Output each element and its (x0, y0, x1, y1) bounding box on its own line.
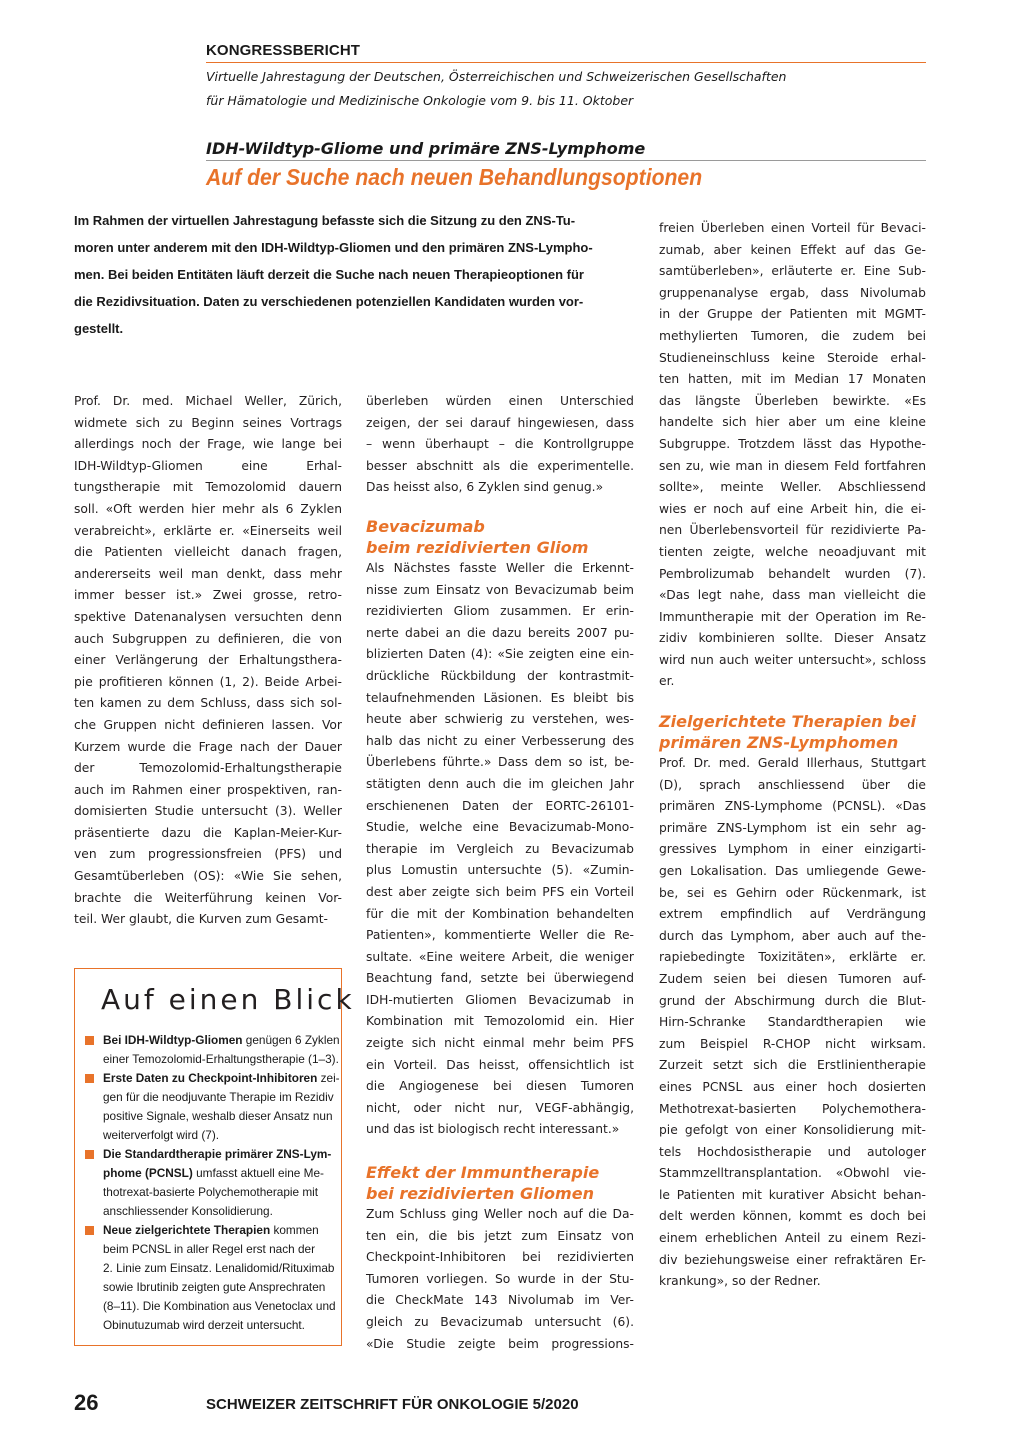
text-line: die Angiogenese bei diesen Tumoren (366, 1079, 634, 1094)
text-line: Als Nächstes fasste Weller die Erkennt- (366, 561, 634, 575)
text-line: teil. Wer glaubt, die Kurven zum Gesamt- (74, 912, 328, 927)
summary-item-line: 2. Linie zum Einsatz. Lenalidomid/Rituximab (103, 1261, 335, 1275)
bullet-square-icon (85, 1150, 94, 1159)
text-line: Studieneinschluss keine Steroide erhal- (659, 350, 926, 365)
text-line: gruppenanalyse ergab, dass Nivolumab (659, 285, 926, 300)
text-line: soll. «Oft werden hier mehr als 6 Zyklen (74, 501, 342, 516)
summary-box-title: Auf einen Blick (101, 983, 355, 1016)
text-line: che Gruppen nicht definieren lassen. Vor (74, 717, 342, 732)
lead-line: moren unter anderem mit den IDH-Wildtyp-Gliomen und den primären ZNS-Lympho- (74, 240, 593, 255)
summary-item-text: umfasst aktuell eine Me- (192, 1166, 324, 1180)
text-line: wies er noch auf eine Arbeit hin, die ei- (659, 501, 926, 516)
text-line: wird nun auch weiter untersucht», schloss (659, 652, 926, 667)
text-line: durch das Lymphom, aber auch auf the- (659, 928, 926, 943)
section-heading: primären ZNS-Lymphomen (659, 733, 899, 752)
section-bevacizumab (366, 516, 634, 1141)
text-line: be, sei es Gehirn oder Rückenmark, ist (659, 885, 926, 900)
body-column-3 (659, 218, 926, 693)
text-line: überleben würden einen Unterschied (366, 394, 634, 408)
text-line: zeigen, der sei darauf hingewiesen, dass (366, 415, 634, 430)
header-rule (206, 62, 926, 63)
summary-item-line (103, 1069, 340, 1088)
bullet-square-icon (85, 1226, 94, 1235)
text-line: die CheckMate 143 Nivolumab im Ver- (366, 1293, 634, 1308)
text-line: primäre ZNS-Lymphom ist ein sehr ag- (659, 820, 926, 835)
section-body (366, 1204, 634, 1355)
text-line: in der Gruppe der Patienten mit MGMT- (659, 307, 926, 322)
text-line: zidiv kombinieren sollte. Dieser Ansatz (659, 631, 926, 646)
text-line: handelte sich hier aber um eine kleine (659, 415, 926, 430)
text-line: Kombination mit Temozolomid ein. Hier (366, 1014, 634, 1029)
text-line: plus Lomustin untersuchte (5). «Zumin- (366, 863, 634, 878)
text-line: div beziehungsweise einer refraktären Er- (659, 1252, 926, 1267)
section-heading: Zielgerichtete Therapien bei (659, 712, 916, 731)
bullet-square-icon (85, 1074, 94, 1083)
summary-item-line (103, 1031, 340, 1050)
text-line: methylierten Tumoren, die zudem bei (659, 328, 926, 343)
section-zns-lymphome (659, 711, 926, 1293)
summary-item-line: weiterverfolgt wird (7). (103, 1128, 220, 1142)
text-line: Patienten», kommentierte Weller die Re- (366, 928, 634, 943)
article-kicker: IDH-Wildtyp-Gliome und primäre ZNS-Lymphome (206, 139, 646, 158)
text-line: ten ein, die bis jetzt zum Einsatz von (366, 1228, 634, 1243)
summary-item-text: kommen (270, 1223, 319, 1237)
text-line: domisierten Studie untersucht (3). Weller (74, 804, 342, 819)
text-line: Zum Schluss ging Weller noch auf die Da- (366, 1207, 634, 1221)
body-column-2-intro (366, 391, 634, 499)
text-line: die Patienten vielleicht danach fragen, (74, 545, 342, 560)
summary-item-line: anschliessender Konsolidierung. (103, 1204, 273, 1218)
section-heading: Bevacizumab (366, 517, 485, 536)
summary-item-line: gen für die neodjuvante Therapie im Rezidiv (103, 1090, 334, 1104)
text-line: Überlebens führte.» Dass dem so ist, be- (366, 755, 634, 770)
text-line: Prof. Dr. med. Michael Weller, Zürich, (74, 394, 342, 408)
text-line: heute aber schwierig zu verstehen, wes- (366, 712, 634, 727)
text-line: eines PCNSL aus einer hoch dosierten (659, 1079, 926, 1094)
text-line: IDH-mutierten Gliomen Bevacizumab in (366, 992, 634, 1007)
text-line: pie profitieren können (1, 2). Beide Arbei- (74, 674, 342, 689)
text-line: gleich zu Bevacizumab untersucht (6). (366, 1314, 634, 1329)
text-line: extrem empfindlich auf Verdrängung (659, 907, 926, 922)
text-line: auch Subgruppen zu definieren, die von (74, 631, 342, 646)
summary-item-emphasis: phome (PCNSL) (103, 1166, 193, 1180)
summary-item-emphasis: Bei IDH-Wildtyp-Gliomen (103, 1033, 243, 1047)
text-line: halb das nicht zu einer Verbesserung des (366, 733, 634, 748)
text-line: rapiebedingte Toxizitäten», erklärte er. (659, 950, 926, 965)
summary-item-line (103, 1221, 335, 1240)
text-line: für die mit der Kombination behandelten (366, 906, 634, 921)
text-line: spektive Datenanalysen versuchten denn (74, 609, 342, 624)
text-line: pie gefolgt von einer Konsolidierung mit- (659, 1123, 926, 1138)
text-line: zeigte sich nicht einmal mehr beim PFS (366, 1036, 634, 1051)
text-line: primären ZNS-Lymphome (PCNSL). «Das (659, 799, 926, 814)
text-line: Zurzeit setzt sich die Erstlinientherapie (659, 1058, 926, 1073)
text-line: «Die Studie zeigte beim progressions- (366, 1336, 634, 1351)
lead-line: Im Rahmen der virtuellen Jahrestagung befasste sich die Sitzung zu den ZNS-Tu- (74, 213, 576, 228)
text-line: widmete sich zu Beginn seines Vortrags (74, 415, 342, 430)
text-line: sultate. «Eine weitere Arbeit, die weniger (366, 949, 634, 964)
summary-item-emphasis: Die Standardtherapie primärer ZNS-Lym- (103, 1147, 332, 1161)
text-line: Kurzem wurde die Frage nach der Dauer (74, 739, 342, 754)
text-line: nen Überlebensvorteil für rezidivierte Pa- (659, 523, 926, 538)
text-line: ten hatten, mit im Median 17 Monaten (659, 372, 926, 387)
text-line: auch im Rahmen einer prospektiven, ran- (74, 782, 342, 797)
section-heading: Effekt der Immuntherapie (366, 1163, 600, 1182)
text-line: und das ist biologisch recht interessant.» (366, 1122, 620, 1137)
section-immuntherapie (366, 1162, 634, 1355)
text-line: blizierten Daten (4): «Sie zeigten eine ein- (366, 647, 634, 662)
text-line: Beachtung fand, setzte bei überwiegend (366, 971, 634, 986)
text-line: Das heisst also, 6 Zyklen sind genug.» (366, 480, 604, 495)
text-line: IDH-Wildtyp-Gliomen eine Erhal- (74, 458, 342, 473)
text-line: zum Beispiel R-CHOP nicht wirksam. (659, 1036, 926, 1051)
summary-item (85, 1145, 335, 1221)
text-line: telaufnehmenden Läsionen. Es bleibt bis (366, 690, 634, 705)
summary-item-line: einer Temozolomid-Erhaltungstherapie (1–3). (103, 1052, 339, 1066)
conference-line-2: für Hämatologie und Medizinische Onkologie vom 9. bis 11. Oktober (206, 93, 634, 108)
text-line: Immuntherapie mit der Operation im Re- (659, 609, 926, 624)
text-line: therapie im Vergleich zu Bevacizumab (366, 841, 634, 856)
text-line: immer besser ist.» Zwei grosse, retro- (74, 588, 342, 603)
text-line: dest aber zeigte sich beim PFS ein Vorteil (366, 884, 634, 899)
summary-item-line: Obinutuzumab wird derzeit untersucht. (103, 1318, 305, 1332)
summary-item-line: (8–11). Die Kombination aus Venetoclax und (103, 1299, 336, 1313)
text-line: – wenn überhaupt – die Kontrollgruppe (366, 437, 634, 452)
text-line: das längste Überleben bewirkte. «Es (659, 393, 926, 408)
text-line: Prof. Dr. med. Gerald Illerhaus, Stuttgart (659, 756, 926, 770)
body-column-1 (74, 391, 342, 931)
lead-line: gestellt. (74, 321, 124, 336)
text-line: drückliche Rückbildung der kontrastmit- (366, 668, 634, 683)
text-line: samtüberleben», erläuterte er. Eine Sub- (659, 264, 926, 279)
text-line: (D), sprach anschliessend über die (659, 777, 926, 792)
text-line: ven zum progressionsfreien (PFS) und (74, 847, 342, 862)
text-line: tienten zeigte, welche neoadjuvant mit (659, 544, 926, 559)
section-label: KONGRESSBERICHT (206, 42, 361, 59)
summary-item (85, 1069, 340, 1145)
bullet-square-icon (85, 1036, 94, 1045)
text-line: er. (659, 674, 675, 689)
text-line: Hirn-Schranke Standardtherapien wie (659, 1015, 926, 1030)
text-line: ten kamen zu dem Schluss, dass sich sol- (74, 696, 342, 711)
lead-line: men. Bei beiden Entitäten läuft derzeit die Suche nach neuen Therapieoptionen für (74, 267, 584, 282)
summary-list (85, 1031, 340, 1335)
text-line: Subgruppe. Trotzdem lässt das Hypothe- (659, 436, 926, 451)
page-number: 26 (74, 1390, 99, 1415)
summary-item-line (103, 1145, 335, 1164)
summary-item (85, 1031, 340, 1069)
text-line: grund der Abschirmung durch die Blut- (659, 993, 926, 1008)
text-line: tungstherapie mit Temozolomid dauern (74, 480, 342, 495)
section-body (366, 558, 634, 1141)
text-line: Stammzelltransplantation. «Obwohl vie- (659, 1166, 926, 1181)
section-body (659, 753, 926, 1293)
text-line: ein Vorteil. Das heisst, offensichtlich ist (366, 1057, 634, 1072)
conference-line-1: Virtuelle Jahrestagung der Deutschen, Österreichischen und Schweizerischen Gesellschaften (206, 69, 787, 84)
text-line: einer Verlängerung der Erhaltungsthera- (74, 653, 342, 668)
section-heading: bei rezidivierten Gliomen (366, 1184, 594, 1203)
section-heading: beim rezidivierten Gliom (366, 538, 589, 557)
summary-box (74, 968, 355, 1346)
summary-item-text: genügen 6 Zyklen (242, 1033, 340, 1047)
text-line: besser abschnitt als die experimentelle. (366, 458, 634, 473)
text-line: erschienenen Daten der EORTC-26101- (366, 798, 634, 813)
summary-item-line: thotrexat-basierte Polychemotherapie mit (103, 1185, 319, 1199)
text-line: stätigten denn auch die im gleichen Jahr (366, 776, 634, 791)
text-line: krankung», so der Redner. (659, 1274, 821, 1289)
text-line: verabreicht», erklärte er. «Einerseits weil (74, 523, 342, 538)
text-line: sollte», meinte Weller. Abschliessend (659, 480, 926, 495)
text-line: «Das legt nahe, dass man vielleicht die (659, 588, 926, 603)
text-line: gressives Lymphom in einer einzigarti- (659, 842, 926, 857)
journal-footer: SCHWEIZER ZEITSCHRIFT FÜR ONKOLOGIE 5/2020 (206, 1396, 579, 1413)
text-line: nicht, oder nicht nur, VEGF-abhängig, (366, 1100, 634, 1115)
text-line: Studie, welche eine Bevacizumab-Mono- (366, 820, 634, 835)
summary-item-line: beim PCNSL in aller Regel erst nach der (103, 1242, 316, 1256)
lead-line: die Rezidivsituation. Daten zu verschiedenen potenziellen Kandidaten wurden vor- (74, 294, 584, 309)
text-line: sen zu, wie man in diesem Feld fortfahren (659, 458, 926, 473)
summary-item-text: zei- (317, 1071, 340, 1085)
text-line: zumab, aber keinen Effekt auf das Ge- (659, 242, 926, 257)
summary-item-line (103, 1164, 335, 1183)
text-line: Checkpoint-Inhibitoren bei rezidivierten (366, 1250, 634, 1265)
summary-item-line: sowie Ibrutinib zeigten gute Ansprechraten (103, 1280, 326, 1294)
text-line: Gesamtüberleben (OS): «Wie Sie sehen, (74, 869, 342, 884)
text-line: nisse zum Einsatz von Bevacizumab beim (366, 582, 634, 597)
text-line: Pembrolizumab behandelt wurden (7). (659, 566, 926, 581)
text-line: präsentierte dazu die Kaplan-Meier-Kur- (74, 825, 342, 840)
text-line: Zudem seien bei diesen Tumoren auf- (659, 971, 926, 986)
text-line: Tumoren vorliegen. So wurde in der Stu- (366, 1271, 634, 1286)
text-line: gen Lokalisation. Das umliegende Gewe- (659, 863, 926, 878)
text-line: andererseits weil man denkt, dass mehr (74, 566, 342, 581)
summary-item (85, 1221, 335, 1335)
summary-item-line: positive Signale, weshalb dieser Ansatz nun (103, 1109, 333, 1123)
title-rule (206, 160, 926, 161)
summary-item-emphasis: Erste Daten zu Checkpoint-Inhibitoren (103, 1071, 318, 1085)
text-line: nerte dabei an die dazu bereits 2007 pu- (366, 625, 634, 640)
text-line: le Patienten mit kurativer Absicht behan- (659, 1187, 926, 1202)
text-line: Methotrexat-basierten Polychemothera- (659, 1101, 926, 1116)
text-line: rezidivierten Gliom zusammen. Er erin- (366, 604, 634, 619)
text-line: einem erheblichen Anteil zu einem Rezi- (659, 1231, 926, 1246)
article-headline: Auf der Suche nach neuen Behandlungsoptionen (206, 164, 703, 190)
text-line: der Temozolomid-Erhaltungstherapie (74, 761, 342, 776)
summary-item-emphasis: Neue zielgerichtete Therapien (103, 1223, 271, 1237)
text-line: allerdings noch der Frage, wie lange bei (74, 437, 342, 452)
text-line: delt werden können, kommt es doch bei (659, 1209, 926, 1224)
text-line: tels Hochdosistherapie und autologer (659, 1144, 926, 1159)
text-line: brachte die Weiterführung keinen Vor- (74, 890, 342, 905)
text-line: freien Überleben einen Vorteil für Bevaci- (659, 221, 926, 235)
